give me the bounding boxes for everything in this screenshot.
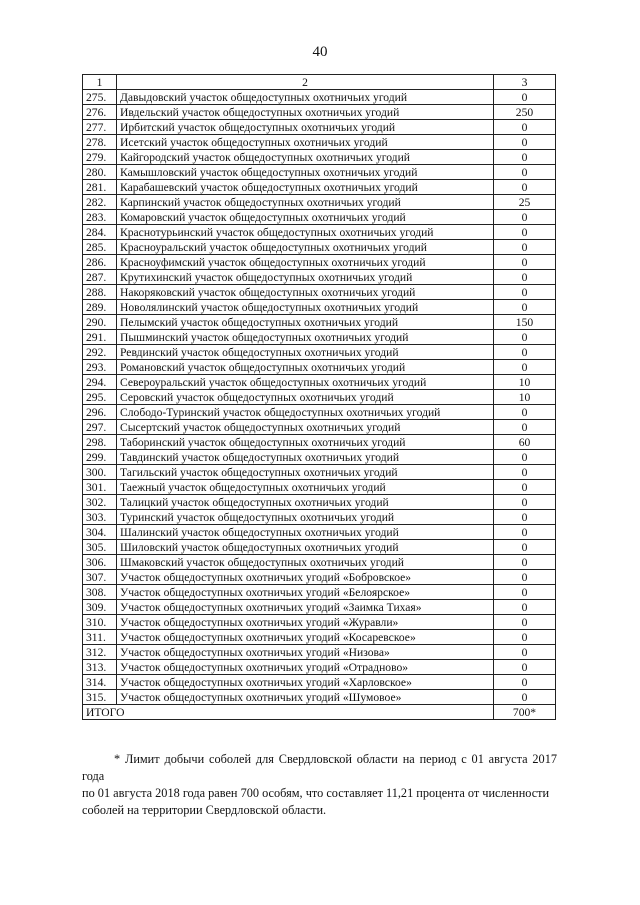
row-number: 279. bbox=[83, 150, 117, 165]
table-row bbox=[83, 585, 556, 600]
row-number: 309. bbox=[83, 600, 117, 615]
row-number: 303. bbox=[83, 510, 117, 525]
area-name: Участок общедоступных охотничьих угодий «Отрадново» bbox=[117, 660, 494, 675]
area-name: Туринский участок общедоступных охотничьих угодий bbox=[117, 510, 494, 525]
row-number: 307. bbox=[83, 570, 117, 585]
area-name: Таежный участок общедоступных охотничьих угодий bbox=[117, 480, 494, 495]
table-row bbox=[83, 465, 556, 480]
area-name: Пышминский участок общедоступных охотничьих угодий bbox=[117, 330, 494, 345]
quota-table bbox=[82, 74, 556, 720]
quota-value: 0 bbox=[494, 165, 556, 180]
total-value: 700* bbox=[494, 705, 556, 720]
row-number: 305. bbox=[83, 540, 117, 555]
quota-value: 0 bbox=[494, 120, 556, 135]
table-row bbox=[83, 135, 556, 150]
quota-value: 0 bbox=[494, 180, 556, 195]
row-number: 306. bbox=[83, 555, 117, 570]
quota-value: 0 bbox=[494, 645, 556, 660]
quota-value: 0 bbox=[494, 465, 556, 480]
page-number: 40 bbox=[312, 44, 328, 60]
quota-value: 0 bbox=[494, 585, 556, 600]
table-row bbox=[83, 690, 556, 705]
quota-value: 0 bbox=[494, 90, 556, 105]
area-name: Красноуфимский участок общедоступных охотничьих угодий bbox=[117, 255, 494, 270]
area-name: Участок общедоступных охотничьих угодий «Косаревское» bbox=[117, 630, 494, 645]
quota-value: 0 bbox=[494, 555, 556, 570]
footnote-line-1: * Лимит добычи соболей для Свердловской области на период с 01 августа 2017 года bbox=[82, 752, 557, 783]
quota-value: 10 bbox=[494, 375, 556, 390]
area-name: Комаровский участок общедоступных охотничьих угодий bbox=[117, 210, 494, 225]
quota-value: 150 bbox=[494, 315, 556, 330]
quota-value: 0 bbox=[494, 300, 556, 315]
table-row bbox=[83, 540, 556, 555]
table-row bbox=[83, 375, 556, 390]
total-row bbox=[83, 705, 556, 720]
area-name: Участок общедоступных охотничьих угодий «Низова» bbox=[117, 645, 494, 660]
header-col-1: 1 bbox=[83, 75, 117, 90]
row-number: 276. bbox=[83, 105, 117, 120]
quota-value: 0 bbox=[494, 345, 556, 360]
area-name: Слободо-Туринский участок общедоступных охотничьих угодий bbox=[117, 405, 494, 420]
quota-value: 0 bbox=[494, 360, 556, 375]
quota-value: 0 bbox=[494, 150, 556, 165]
area-name: Участок общедоступных охотничьих угодий «Журавли» bbox=[117, 615, 494, 630]
footnote-line-3: соболей на территории Свердловской области. bbox=[82, 803, 327, 817]
table-row bbox=[83, 270, 556, 285]
area-name: Крутихинский участок общедоступных охотничьих угодий bbox=[117, 270, 494, 285]
quota-value: 0 bbox=[494, 540, 556, 555]
quota-value: 0 bbox=[494, 420, 556, 435]
row-number: 294. bbox=[83, 375, 117, 390]
table-row bbox=[83, 90, 556, 105]
area-name: Новолялинский участок общедоступных охотничьих угодий bbox=[117, 300, 494, 315]
area-name: Накоряковский участок общедоступных охотничьих угодий bbox=[117, 285, 494, 300]
table-row bbox=[83, 495, 556, 510]
table-row bbox=[83, 450, 556, 465]
total-label: ИТОГО bbox=[83, 705, 494, 720]
row-number: 289. bbox=[83, 300, 117, 315]
table-row bbox=[83, 420, 556, 435]
table-row bbox=[83, 240, 556, 255]
row-number: 298. bbox=[83, 435, 117, 450]
table-row bbox=[83, 225, 556, 240]
quota-value: 0 bbox=[494, 615, 556, 630]
table-row bbox=[83, 105, 556, 120]
table-row bbox=[83, 255, 556, 270]
area-name: Давыдовский участок общедоступных охотничьих угодий bbox=[117, 90, 494, 105]
quota-value: 0 bbox=[494, 210, 556, 225]
row-number: 292. bbox=[83, 345, 117, 360]
row-number: 287. bbox=[83, 270, 117, 285]
table-row bbox=[83, 645, 556, 660]
table-row bbox=[83, 675, 556, 690]
table-row bbox=[83, 150, 556, 165]
area-name: Пелымский участок общедоступных охотничьих угодий bbox=[117, 315, 494, 330]
area-name: Тавдинский участок общедоступных охотничьих угодий bbox=[117, 450, 494, 465]
row-number: 284. bbox=[83, 225, 117, 240]
area-name: Исетский участок общедоступных охотничьих угодий bbox=[117, 135, 494, 150]
row-number: 293. bbox=[83, 360, 117, 375]
table-row bbox=[83, 435, 556, 450]
row-number: 285. bbox=[83, 240, 117, 255]
table-row bbox=[83, 480, 556, 495]
table-row bbox=[83, 165, 556, 180]
row-number: 286. bbox=[83, 255, 117, 270]
area-name: Камышловский участок общедоступных охотничьих угодий bbox=[117, 165, 494, 180]
row-number: 280. bbox=[83, 165, 117, 180]
area-name: Кайгородский участок общедоступных охотничьих угодий bbox=[117, 150, 494, 165]
area-name: Участок общедоступных охотничьих угодий «Шумовое» bbox=[117, 690, 494, 705]
quota-value: 10 bbox=[494, 390, 556, 405]
row-number: 281. bbox=[83, 180, 117, 195]
table-row bbox=[83, 390, 556, 405]
area-name: Таборинский участок общедоступных охотничьих угодий bbox=[117, 435, 494, 450]
table-row bbox=[83, 405, 556, 420]
area-name: Талицкий участок общедоступных охотничьих угодий bbox=[117, 495, 494, 510]
row-number: 304. bbox=[83, 525, 117, 540]
row-number: 277. bbox=[83, 120, 117, 135]
row-number: 278. bbox=[83, 135, 117, 150]
quota-value: 0 bbox=[494, 570, 556, 585]
quota-value: 0 bbox=[494, 450, 556, 465]
table-row bbox=[83, 285, 556, 300]
row-number: 275. bbox=[83, 90, 117, 105]
quota-value: 0 bbox=[494, 405, 556, 420]
quota-value: 25 bbox=[494, 195, 556, 210]
quota-value: 0 bbox=[494, 660, 556, 675]
table-header-row bbox=[83, 75, 556, 90]
header-col-2: 2 bbox=[117, 75, 494, 90]
quota-value: 0 bbox=[494, 225, 556, 240]
row-number: 300. bbox=[83, 465, 117, 480]
table-row bbox=[83, 330, 556, 345]
row-number: 295. bbox=[83, 390, 117, 405]
quota-table-body bbox=[83, 75, 556, 720]
row-number: 282. bbox=[83, 195, 117, 210]
area-name: Тагильский участок общедоступных охотничьих угодий bbox=[117, 465, 494, 480]
quota-value: 250 bbox=[494, 105, 556, 120]
row-number: 310. bbox=[83, 615, 117, 630]
table-row bbox=[83, 180, 556, 195]
area-name: Романовский участок общедоступных охотничьих угодий bbox=[117, 360, 494, 375]
row-number: 314. bbox=[83, 675, 117, 690]
area-name: Краснотурьинский участок общедоступных охотничьих угодий bbox=[117, 225, 494, 240]
table-row bbox=[83, 345, 556, 360]
area-name: Шмаковский участок общедоступных охотничьих угодий bbox=[117, 555, 494, 570]
table-row bbox=[83, 120, 556, 135]
area-name: Североуральский участок общедоступных охотничьих угодий bbox=[117, 375, 494, 390]
row-number: 299. bbox=[83, 450, 117, 465]
row-number: 301. bbox=[83, 480, 117, 495]
area-name: Серовский участок общедоступных охотничьих угодий bbox=[117, 390, 494, 405]
row-number: 291. bbox=[83, 330, 117, 345]
area-name: Шиловский участок общедоступных охотничьих угодий bbox=[117, 540, 494, 555]
area-name: Участок общедоступных охотничьих угодий «Бобровское» bbox=[117, 570, 494, 585]
row-number: 313. bbox=[83, 660, 117, 675]
row-number: 308. bbox=[83, 585, 117, 600]
quota-value: 0 bbox=[494, 525, 556, 540]
row-number: 312. bbox=[83, 645, 117, 660]
table-row bbox=[83, 315, 556, 330]
area-name: Ревдинский участок общедоступных охотничьих угодий bbox=[117, 345, 494, 360]
quota-value: 0 bbox=[494, 285, 556, 300]
header-col-3: 3 bbox=[494, 75, 556, 90]
row-number: 311. bbox=[83, 630, 117, 645]
quota-value: 60 bbox=[494, 435, 556, 450]
area-name: Карпинский участок общедоступных охотничьих угодий bbox=[117, 195, 494, 210]
quota-value: 0 bbox=[494, 480, 556, 495]
table-row bbox=[83, 630, 556, 645]
table-row bbox=[83, 300, 556, 315]
row-number: 315. bbox=[83, 690, 117, 705]
area-name: Шалинский участок общедоступных охотничьих угодий bbox=[117, 525, 494, 540]
quota-value: 0 bbox=[494, 495, 556, 510]
area-name: Участок общедоступных охотничьих угодий «Харловское» bbox=[117, 675, 494, 690]
row-number: 290. bbox=[83, 315, 117, 330]
table-row bbox=[83, 525, 556, 540]
quota-value: 0 bbox=[494, 135, 556, 150]
quota-value: 0 bbox=[494, 270, 556, 285]
table-row bbox=[83, 555, 556, 570]
quota-value: 0 bbox=[494, 330, 556, 345]
footnote-line-2: по 01 августа 2018 года равен 700 особям, что составляет 11,21 процента от численности bbox=[82, 786, 550, 800]
area-name: Ивдельский участок общедоступных охотничьих угодий bbox=[117, 105, 494, 120]
table-row bbox=[83, 570, 556, 585]
table-row bbox=[83, 510, 556, 525]
row-number: 302. bbox=[83, 495, 117, 510]
row-number: 297. bbox=[83, 420, 117, 435]
table-row bbox=[83, 615, 556, 630]
row-number: 296. bbox=[83, 405, 117, 420]
quota-value: 0 bbox=[494, 510, 556, 525]
quota-value: 0 bbox=[494, 690, 556, 705]
table-row bbox=[83, 195, 556, 210]
row-number: 288. bbox=[83, 285, 117, 300]
area-name: Участок общедоступных охотничьих угодий «Белоярское» bbox=[117, 585, 494, 600]
area-name: Сысертский участок общедоступных охотничьих угодий bbox=[117, 420, 494, 435]
quota-value: 0 bbox=[494, 630, 556, 645]
quota-value: 0 bbox=[494, 600, 556, 615]
quota-value: 0 bbox=[494, 255, 556, 270]
footnote bbox=[82, 751, 557, 819]
area-name: Красноуральский участок общедоступных охотничьих угодий bbox=[117, 240, 494, 255]
area-name: Карабашевский участок общедоступных охотничьих угодий bbox=[117, 180, 494, 195]
table-row bbox=[83, 210, 556, 225]
quota-value: 0 bbox=[494, 240, 556, 255]
table-row bbox=[83, 660, 556, 675]
table-row bbox=[83, 600, 556, 615]
table-row bbox=[83, 360, 556, 375]
row-number: 283. bbox=[83, 210, 117, 225]
area-name: Участок общедоступных охотничьих угодий «Заимка Тихая» bbox=[117, 600, 494, 615]
area-name: Ирбитский участок общедоступных охотничьих угодий bbox=[117, 120, 494, 135]
quota-value: 0 bbox=[494, 675, 556, 690]
